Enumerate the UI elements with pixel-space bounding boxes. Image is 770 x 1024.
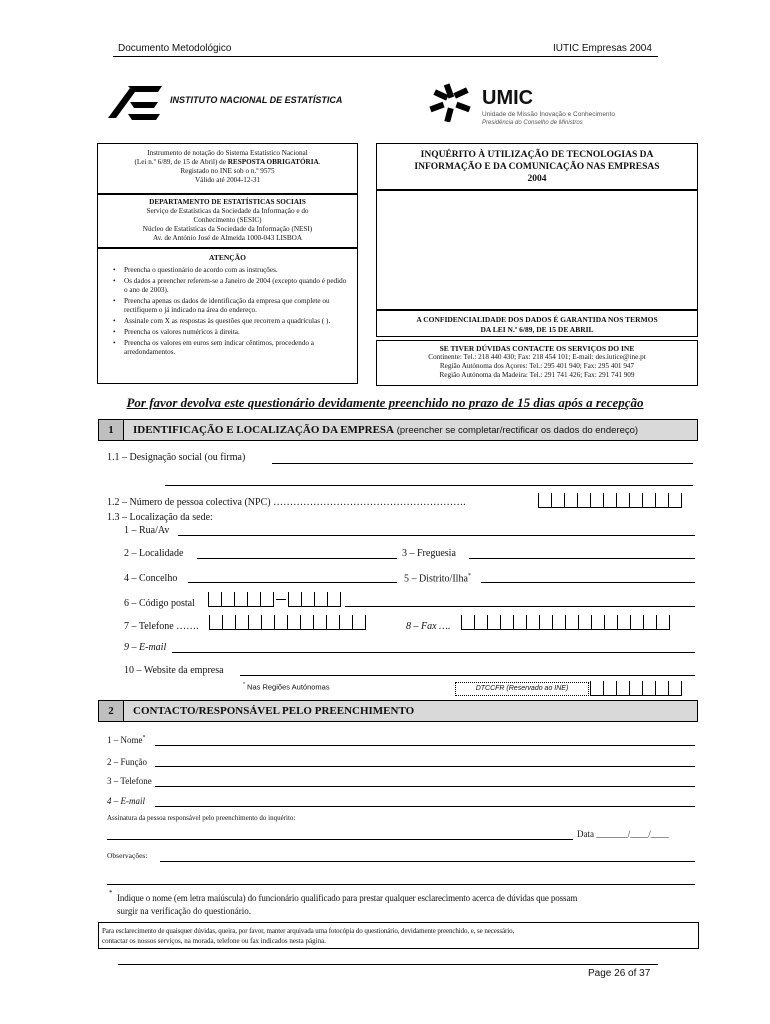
label-assinatura: Assinatura da pessoa responsável pelo preenchimento do inquérito: <box>107 814 296 822</box>
contacts-line-3: Região Autónoma da Madeira: Tel.: 291 741 426; Fax: 291 741 909 <box>439 371 635 379</box>
input-freguesia[interactable] <box>469 558 695 559</box>
section-1-number: 1 <box>99 420 124 440</box>
department-line-1: Serviço de Estatísticas da Sociedade da Informação e do <box>146 207 309 215</box>
section-1-title: IDENTIFICAÇÃO E LOCALIZAÇÃO DA EMPRESA (preencher se completar/rectificar os dados do endereço) <box>133 424 639 436</box>
legal-line-1: Instrumento de notação do Sistema Estatístico Nacional <box>147 149 308 157</box>
header-right: IUTIC Empresas 2004 <box>553 43 652 54</box>
input-telefone[interactable] <box>209 615 366 630</box>
label-email-2: 4 – E-mail <box>107 796 145 806</box>
input-localidade[interactable] <box>197 558 397 559</box>
header-left: Documento Metodológico <box>118 43 232 54</box>
label-telefone: 7 – Telefone ……. <box>124 621 199 632</box>
input-rua[interactable] <box>178 535 695 536</box>
footnote-regioes: * Nas Regiões Autónomas <box>243 682 330 692</box>
section-1-header <box>98 419 698 441</box>
attention-item: • Os dados a preencher referem-se a Janeiro de 2004 (excepto quando é pedido o ano de 2003). <box>124 277 351 295</box>
header-rule <box>113 56 658 57</box>
legal-line-4: Válido até 2004-12-31 <box>194 176 261 184</box>
contacts-line-2: Região Autónoma dos Açores: Tel.: 295 401 940; Fax: 295 401 947 <box>439 362 635 370</box>
department-line-3: Núcleo de Estatísticas da Sociedade da Informação (NESI) <box>142 225 313 233</box>
input-email[interactable] <box>172 652 695 653</box>
label-telefone-2: 3 – Telefone <box>107 776 152 786</box>
ine-logo-icon <box>108 80 164 120</box>
label-rua: 1 – Rua/Av <box>124 525 170 536</box>
attention-title: ATENÇÃO <box>209 253 246 262</box>
department-title: DEPARTAMENTO DE ESTATÍSTICAS SOCIAIS <box>149 198 306 206</box>
survey-title-3: 2004 <box>527 174 547 184</box>
label-email: 9 – E-mail <box>124 642 167 653</box>
input-distrito[interactable] <box>481 582 695 583</box>
label-nome: 1 – Nome* <box>107 735 146 745</box>
input-nome[interactable] <box>155 745 695 746</box>
survey-title-2: INFORMAÇÃO E DA COMUNICAÇÃO NAS EMPRESAS <box>414 162 660 172</box>
bottom-info-box <box>98 922 699 949</box>
input-concelho[interactable] <box>188 582 397 583</box>
legal-line-2: (Lei n.º 6/89, de 15 de Abril) de RESPOSTA OBRIGATÓRIA. <box>134 158 321 166</box>
bottom-info-line-1: Para esclarecimento de quaisquer dúvidas, queira, por favor, manter arquivada uma fotocópia do questionário, devidamente preenchido, e, se necessário, <box>102 927 515 935</box>
attention-box <box>97 248 358 384</box>
label-localidade: 2 – Localidade <box>124 548 184 559</box>
input-designacao[interactable] <box>272 463 693 464</box>
input-npc[interactable] <box>538 493 682 508</box>
section-2-header <box>98 700 698 722</box>
label-freguesia: 3 – Freguesia <box>402 548 456 559</box>
survey-title-1: INQUÉRITO À UTILIZAÇÃO DE TECNOLOGIAS DA <box>420 150 654 160</box>
umic-subtitle-2: Presidência do Conselho de Ministros <box>482 120 583 126</box>
attention-item: • Preencha os valores em euros sem indicar cêntimos, procedendo a arredondamentos. <box>124 339 351 357</box>
attention-item: • Preencha apenas os dados de identificação da empresa que complete ou rectifiquem o já indicado na área do endereço. <box>124 297 351 315</box>
postal-dash <box>276 599 286 600</box>
attention-item: • Assinale com X as respostas às questões que recorrem a quadrículas ( ). <box>124 317 351 326</box>
label-fax: 8 – Fax …. <box>406 621 451 632</box>
input-funcao[interactable] <box>155 766 695 767</box>
footer-rule <box>118 964 658 965</box>
department-line-4: Av. de António José de Almeida 1000-043 LISBOA <box>152 234 303 242</box>
contacts-line-1: Continente: Tel.: 218 440 430; Fax: 218 454 101; E-mail: des.iutice@ine.pt <box>428 353 646 361</box>
input-codigo-postal-1[interactable] <box>208 592 274 607</box>
umic-subtitle: Unidade de Missão Inovação e Conhecimento <box>482 111 615 118</box>
input-observacoes[interactable] <box>160 861 695 862</box>
confidentiality-line-1: A CONFIDENCIALIDADE DOS DADOS É GARANTIDA NOS TERMOS <box>416 315 658 324</box>
label-observacoes: Observações: <box>107 851 148 860</box>
department-box <box>97 194 358 248</box>
legal-line-3: Registado no INE sob o n.º 9575 <box>180 167 275 175</box>
label-distrito: 5 – Distrito/Ilha* <box>404 573 471 585</box>
dtccfr-label: DTCCFR (Reservado ao INE) <box>455 682 589 696</box>
confidentiality-box <box>376 310 698 337</box>
input-telefone-2[interactable] <box>155 786 695 787</box>
department-line-2: Conhecimento (SESIC) <box>193 216 262 224</box>
umic-name: UMIC <box>482 87 534 109</box>
input-codigo-postal-2[interactable] <box>288 592 341 607</box>
ine-name: INSTITUTO NACIONAL DE ESTATÍSTICA <box>170 95 343 105</box>
attention-item: • Preencha os valores numéricos à direita. <box>124 328 351 337</box>
input-dtccfr[interactable] <box>590 681 682 696</box>
input-observacoes-2[interactable] <box>107 884 695 885</box>
input-designacao-2[interactable] <box>165 485 693 486</box>
label-codigo-postal: 6 – Código postal <box>124 598 195 609</box>
contacts-box <box>376 340 698 386</box>
input-website[interactable] <box>240 675 695 676</box>
input-data[interactable]: Data _______/____/____ <box>577 829 669 839</box>
input-email-2[interactable] <box>155 806 695 807</box>
label-npc: 1.2 – Número de pessoa colectiva (NPC) …………………………………………………. <box>107 497 466 508</box>
survey-title-box <box>376 143 698 190</box>
label-localizacao: 1.3 – Localização da sede: <box>107 512 213 523</box>
bottom-info-line-2: contactar os nossos serviços, na morada, telefone ou fax indicados nesta página. <box>102 937 326 945</box>
address-area <box>376 190 698 310</box>
return-notice: Por favor devolva este questionário devidamente preenchido no prazo de 15 dias após a recepção <box>126 395 644 410</box>
label-funcao: 2 – Função <box>107 757 147 767</box>
page-number: Page 26 of 37 <box>588 968 651 979</box>
note-mark: * <box>109 889 113 897</box>
contacts-title: SE TIVER DÚVIDAS CONTACTE OS SERVIÇOS DO INE <box>439 344 635 353</box>
label-designacao: 1.1 – Designação social (ou firma) <box>107 452 246 463</box>
attention-item: • Preencha o questionário de acordo com as instruções. <box>124 266 351 275</box>
input-codigo-postal-local[interactable] <box>345 606 695 607</box>
legal-box <box>97 143 358 194</box>
note-text: Indique o nome (em letra maiúscula) do funcionário qualificado para prestar qualquer esclarecimento acerca de dúvidas que possam surgir na verificação do questionário. <box>117 893 578 916</box>
label-website: 10 – Website da empresa <box>124 665 224 676</box>
section-2-number: 2 <box>99 701 124 721</box>
label-concelho: 4 – Concelho <box>124 573 178 584</box>
umic-logo-icon <box>428 82 472 122</box>
section-2-title: CONTACTO/RESPONSÁVEL PELO PREENCHIMENTO <box>133 705 415 717</box>
input-assinatura[interactable] <box>107 839 573 840</box>
input-fax[interactable] <box>461 615 670 630</box>
confidentiality-line-2: DA LEI N.º 6/89, DE 15 DE ABRIL <box>480 325 594 334</box>
